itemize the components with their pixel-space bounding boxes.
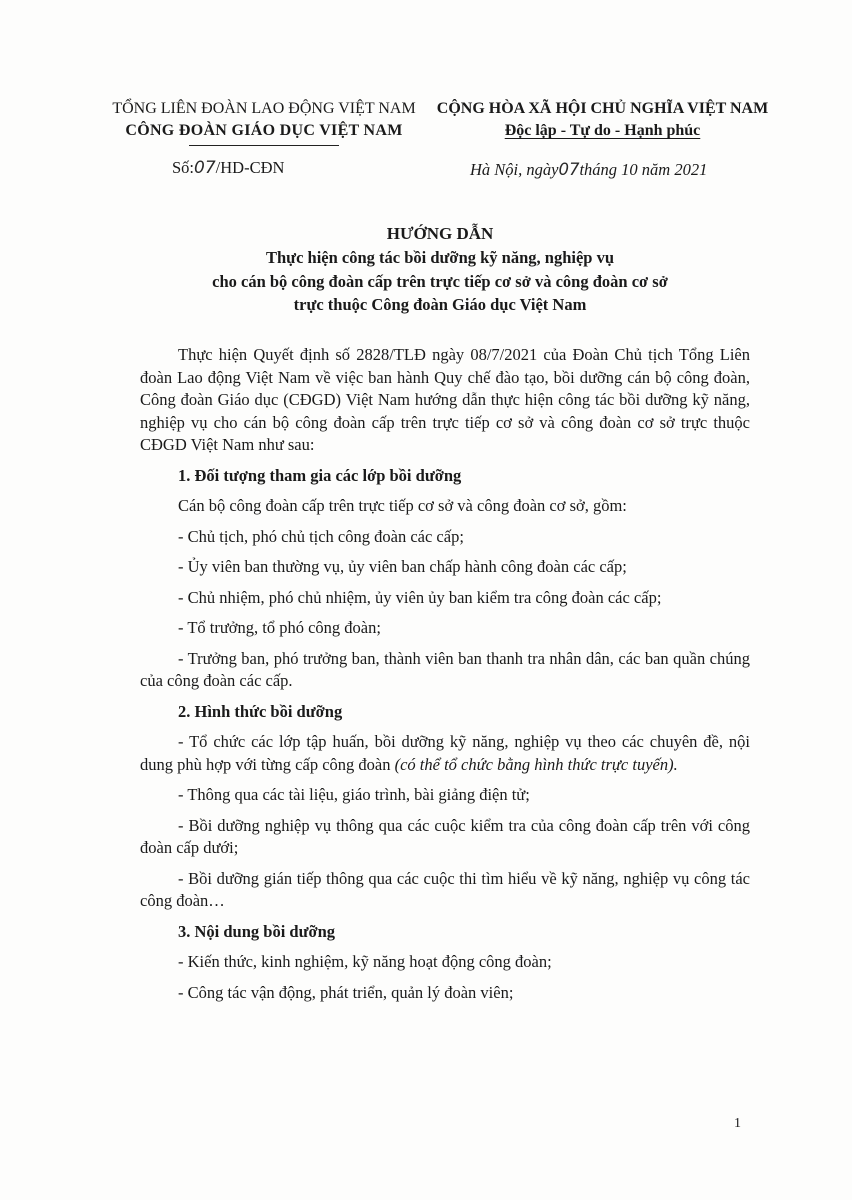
section-2-item-note: (có thể tổ chức bằng hình thức trực tuyến). (394, 754, 678, 774)
page-number: 1 (734, 1116, 741, 1131)
national-header (430, 98, 775, 142)
section-1-lead: Cán bộ công đoàn cấp trên trực tiếp cơ sở và công đoàn cơ sở, gồm: (178, 496, 627, 515)
title-line-1: Thực hiện công tác bồi dưỡng kỹ năng, nghiệp vụ (265, 248, 615, 267)
section-3-item: - Công tác vận động, phát triển, quản lý đoàn viên; (178, 982, 514, 1002)
section-3-item: - Kiến thức, kinh nghiệm, kỹ năng hoạt động công đoàn; (178, 952, 552, 971)
intro-paragraph: Thực hiện Quyết định số 2828/TLĐ ngày 08/7/2021 của Đoàn Chủ tịch Tổng Liên đoàn Lao động Việt Nam về việc ban hành Quy chế đào tạo, bồi dưỡng cán bộ công đoàn, Công đoàn Giáo dục (CĐGD) Việt Nam hướng dẫn thực hiện công tác bồi dưỡng kỹ năng, nghiệp vụ cho cán bộ công đoàn cấp trên trực tiếp cơ sở và công đoàn cơ sở trực thuộc CĐGD Việt Nam như sau: (140, 345, 750, 454)
document-type: HƯỚNG DẪN (386, 224, 494, 243)
date-prefix: Hà Nội, ngày (470, 160, 559, 179)
section-2-item (140, 731, 750, 776)
section-2-item-text: - Tổ chức các lớp tập huấn, bồi dưỡng kỹ năng, nghiệp vụ theo các chuyên đề, nội dung phù hợp với từng cấp công đoàn (140, 732, 750, 774)
header-underline (189, 145, 339, 146)
issuing-organization: CÔNG ĐOÀN GIÁO DỤC VIỆT NAM (125, 122, 403, 139)
section-3-heading: 3. Nội dung bồi dưỡng (178, 921, 336, 941)
section-1-item: - Chủ tịch, phó chủ tịch công đoàn các cấp; (178, 526, 464, 546)
section-2-heading: 2. Hình thức bồi dưỡng (178, 701, 343, 721)
section-1-item: - Chủ nhiệm, phó chủ nhiệm, ủy viên ủy ban kiểm tra công đoàn các cấp; (178, 587, 662, 607)
doc-number-suffix: /HD-CĐN (215, 158, 285, 177)
section-1-heading: 1. Đối tượng tham gia các lớp bồi dưỡng (178, 465, 462, 485)
issuer-header (104, 98, 424, 146)
handwritten-doc-number: 07 (194, 158, 216, 178)
section-2-item: - Bồi dưỡng nghiệp vụ thông qua các cuộc kiểm tra của công đoàn cấp trên với công đoàn cấp dưới; (140, 815, 750, 857)
section-1-item: - Ủy viên ban thường vụ, ủy viên ban chấp hành công đoàn các cấp; (178, 557, 627, 576)
handwritten-day: 07 (558, 160, 580, 179)
country-name: CỘNG HÒA XÃ HỘI CHỦ NGHĨA VIỆT NAM (436, 100, 769, 117)
section-2-item: - Bồi dưỡng gián tiếp thông qua các cuộc thi tìm hiểu về kỹ năng, nghiệp vụ công tác công đoàn… (140, 868, 750, 910)
section-1-item: - Tổ trưởng, tổ phó công đoàn; (178, 618, 381, 637)
title-line-2: cho cán bộ công đoàn cấp trên trực tiếp cơ sở và công đoàn cơ sở (212, 271, 668, 291)
date-suffix: tháng 10 năm 2021 (579, 160, 708, 179)
doc-number-prefix: Số: (172, 158, 195, 177)
document-number (172, 158, 284, 178)
parent-organization: TỔNG LIÊN ĐOÀN LAO ĐỘNG VIỆT NAM (112, 100, 416, 117)
document-title (100, 222, 780, 317)
section-2-item: - Thông qua các tài liệu, giáo trình, bài giảng điện tử; (178, 785, 530, 804)
document-body (140, 344, 750, 1012)
issue-date (470, 160, 707, 180)
national-motto: Độc lập - Tự do - Hạnh phúc (504, 122, 701, 139)
section-1-item: - Trưởng ban, phó trưởng ban, thành viên ban thanh tra nhân dân, các ban quần chúng của công đoàn các cấp. (140, 648, 750, 690)
title-line-3: trực thuộc Công đoàn Giáo dục Việt Nam (293, 295, 587, 314)
